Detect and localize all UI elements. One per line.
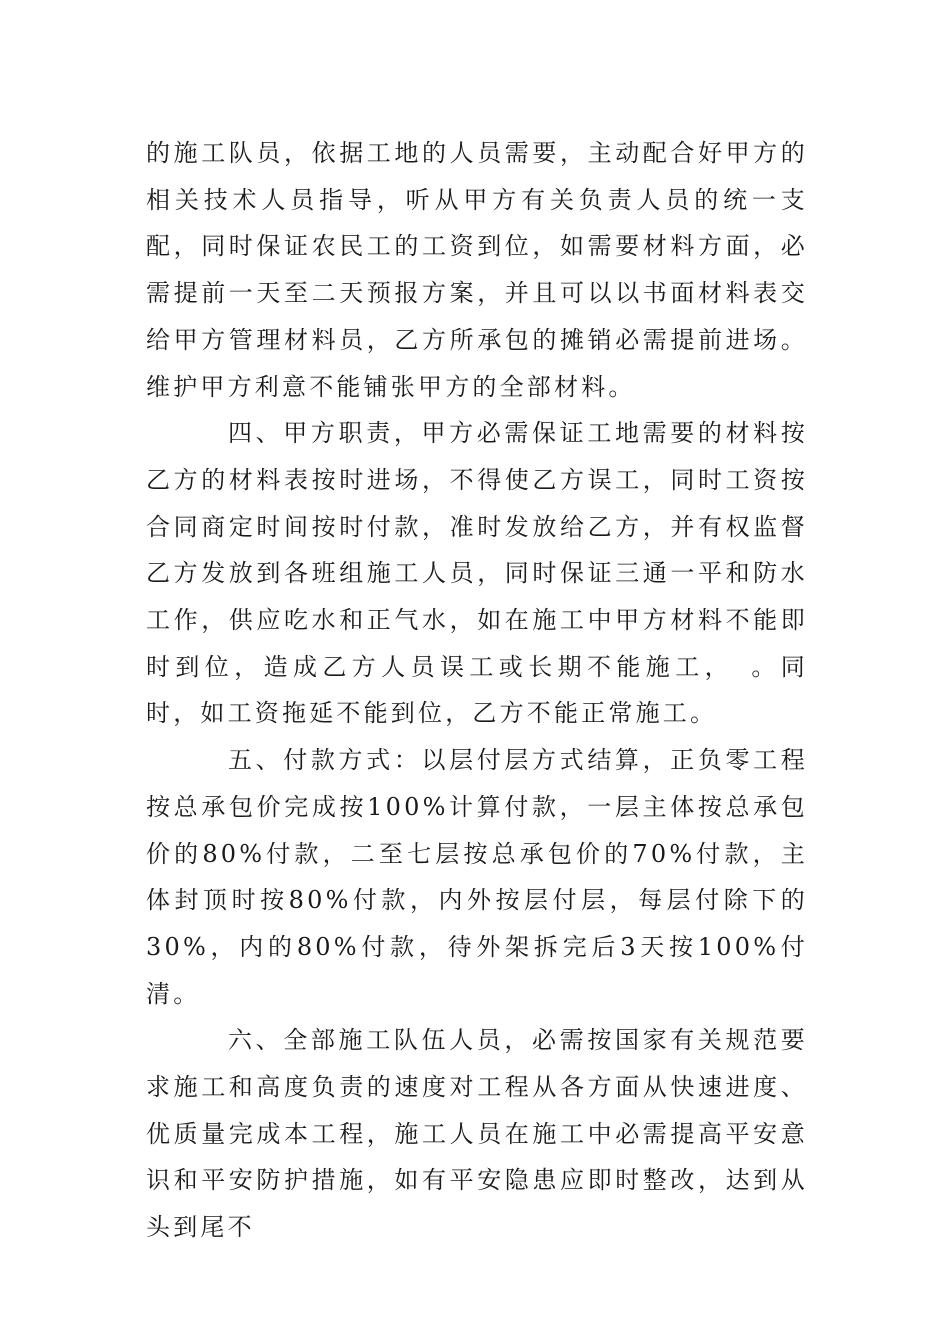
paragraph-construction-team: 六、全部施工队伍人员，必需按国家有关规范要求施工和高度负责的速度对工程从各方面从快速进度、优质量完成本工程，施工人员在施工中必需提高平安意识和平安防护措施，如有平安隐患应即时整改，达到从头到尾不 — [146, 1026, 808, 1242]
document-body — [146, 130, 808, 1251]
paragraph-party-a-duties: 四、甲方职责，甲方必需保证工地需要的材料按乙方的材料表按时进场，不得使乙方误工，同时工资按合同商定时间按时付款，准时发放给乙方，并有权监督乙方发放到各班组施工人员，同时保证三通一平和防水工作，供应吃水和正气水，如在施工中甲方材料不能即时到位，造成乙方人员误工或长期不能施工， 。同时，如工资拖延不能到位，乙方不能正常施工。 — [146, 419, 808, 728]
paragraph-continuation: 的施工队员，依据工地的人员需要，主动配合好甲方的相关技术人员指导，听从甲方有关负责人员的统一支配，同时保证农民工的工资到位，如需要材料方面，必需提前一天至二天预报方案，并且可以以书面材料表交给甲方管理材料员，乙方所承包的摊销必需提前进场。维护甲方利意不能铺张甲方的全部材料。 — [146, 139, 808, 401]
paragraph-payment-method: 五、付款方式：以层付层方式结算，正负零工程按总承包价完成按100%计算付款，一层主体按总承包价的80%付款，二至七层按总承包价的70%付款，主体封顶时按80%付款，内外按层付层，每层付除下的30%，内的80%付款，待外架拆完后3天按100%付清。 — [146, 746, 808, 1008]
